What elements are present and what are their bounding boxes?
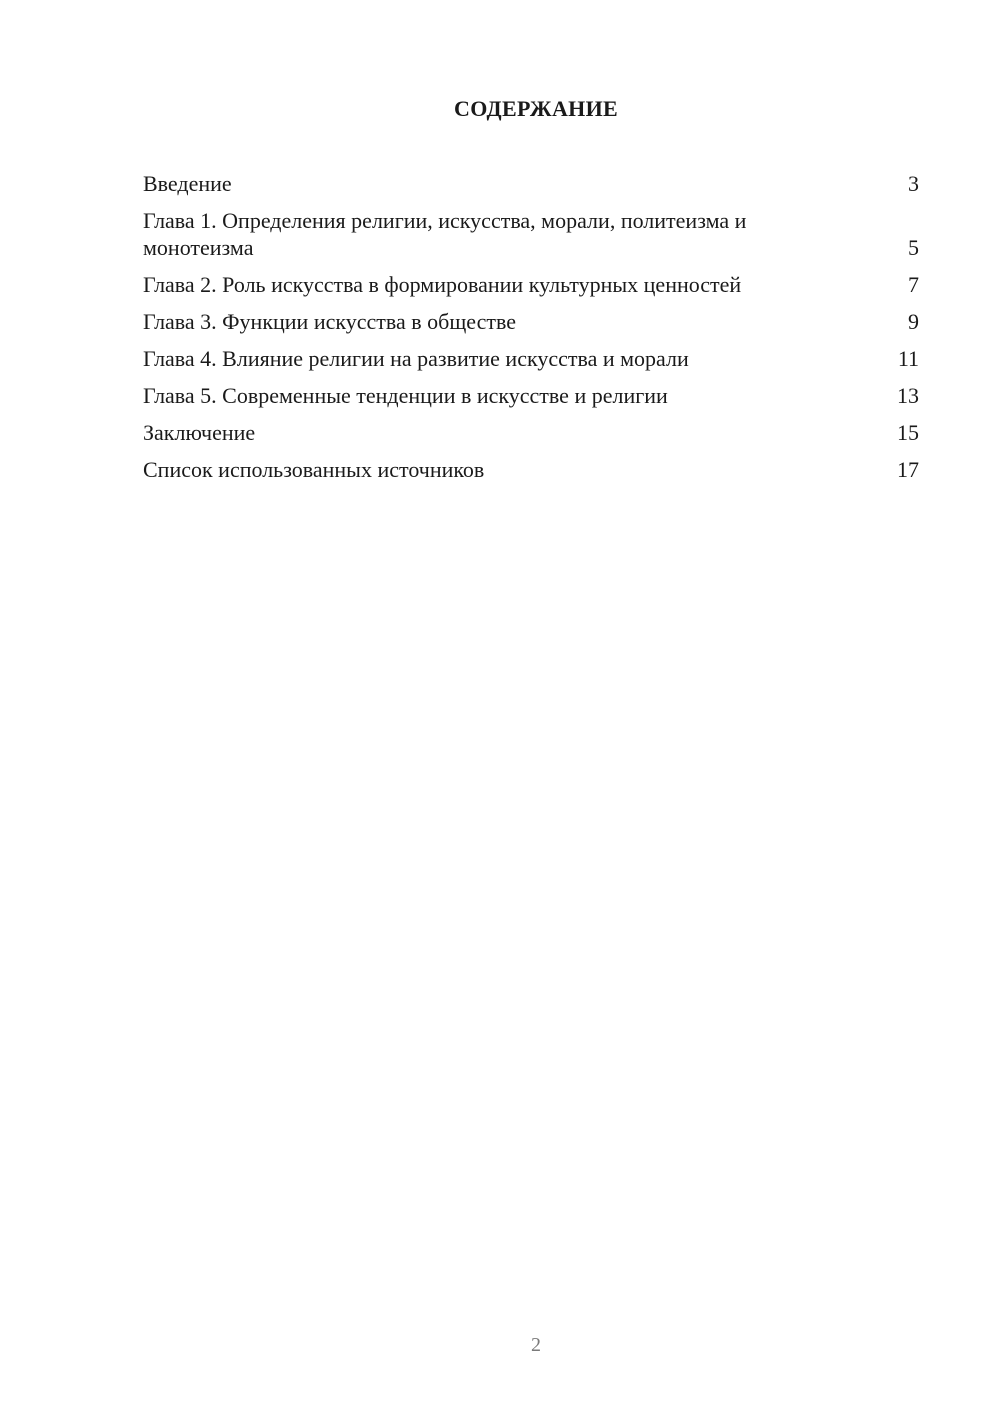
toc-entry-chapter-3 [143,308,919,335]
toc-entry-page: 15 [897,420,919,445]
toc-entry-introduction [143,170,919,197]
toc-entry-title: Глава 4. Влияние религии на развитие искусства и морали [143,346,689,371]
toc-entry-page: 9 [908,309,919,334]
toc-entry-title: Введение [143,171,232,196]
table-of-contents [143,170,919,493]
page-number: 2 [531,1334,541,1356]
toc-entry-title: Заключение [143,420,256,445]
toc-entry-title: Глава 3. Функции искусства в обществе [143,309,516,334]
toc-entry-title: Глава 5. Современные тенденции в искусстве и религии [143,383,668,408]
toc-entry-page: 3 [908,171,919,196]
toc-entry-page: 7 [908,272,919,297]
toc-entry-page: 13 [897,383,919,408]
toc-entry-page: 17 [897,457,919,482]
toc-entry-title: Глава 1. Определения религии, искусства, морали, политеизма и монотеизма [143,208,747,260]
toc-entry-references [143,456,919,483]
toc-entry-conclusion [143,419,919,446]
toc-entry-title: Глава 2. Роль искусства в формировании культурных ценностей [143,272,742,297]
toc-entry-page: 5 [908,235,919,260]
toc-entry-chapter-1 [143,207,919,261]
toc-entry-chapter-4 [143,345,919,372]
page-title: СОДЕРЖАНИЕ [454,96,618,121]
toc-entry-chapter-5 [143,382,919,409]
toc-entry-chapter-2 [143,271,919,298]
toc-entry-title: Список использованных источников [143,457,485,482]
toc-entry-page: 11 [897,346,919,371]
